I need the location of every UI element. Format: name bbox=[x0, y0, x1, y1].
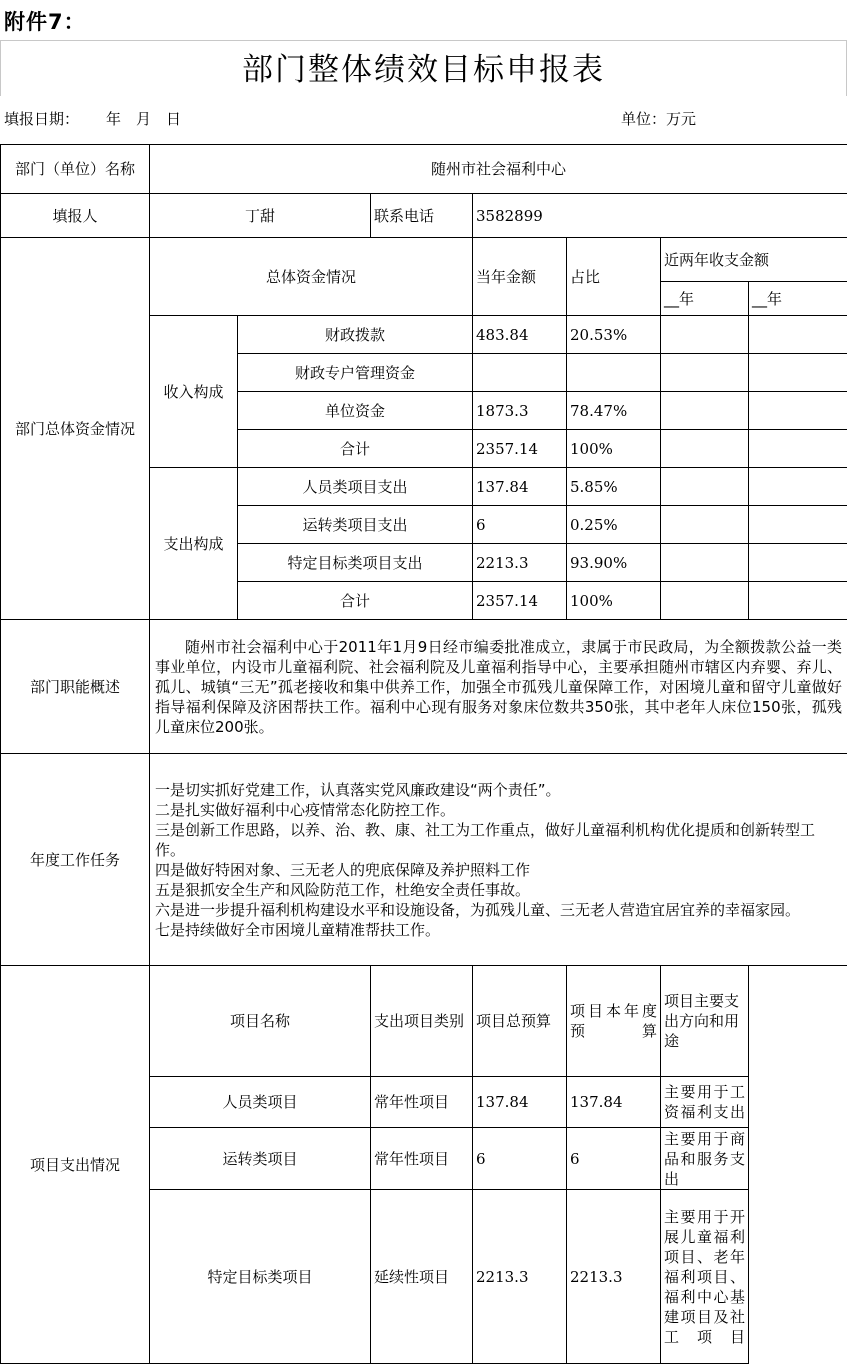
project-category: 常年性项目 bbox=[371, 1077, 473, 1128]
income-year2 bbox=[749, 316, 847, 354]
income-year1 bbox=[661, 392, 749, 430]
income-item-label: 财政专户管理资金 bbox=[238, 354, 473, 392]
dept-name-value: 随州市社会福利中心 bbox=[150, 145, 847, 194]
expense-total-label: 合计 bbox=[238, 582, 473, 620]
filler-label: 填报人 bbox=[1, 194, 150, 238]
project-year-budget: 2213.3 bbox=[567, 1190, 661, 1364]
year2-header: __年 bbox=[749, 282, 847, 316]
expense-year2 bbox=[749, 506, 847, 544]
income-amount bbox=[473, 354, 567, 392]
expense-item-label: 人员类项目支出 bbox=[238, 468, 473, 506]
performance-table bbox=[0, 144, 847, 1364]
income-ratio: 78.47% bbox=[567, 392, 661, 430]
expense-year2 bbox=[749, 468, 847, 506]
project-purpose: 主要用于开展儿童福利项目、老年福利项目、福利中心基建项目及社工项目 bbox=[661, 1190, 749, 1364]
task-item: 一是切实抓好党建工作，认真落实党风廉政建设“两个责任”。 bbox=[155, 780, 842, 800]
proj-header-purpose: 项目主要支出方向和用途 bbox=[661, 966, 749, 1077]
project-name: 人员类项目 bbox=[150, 1077, 371, 1128]
project-purpose: 主要用于工资福利支出 bbox=[661, 1077, 749, 1128]
task-item: 五是狠抓安全生产和风险防范工作，杜绝安全责任事故。 bbox=[155, 880, 842, 900]
attachment-label: 附件7： bbox=[4, 6, 86, 36]
proj-header-total: 项目总预算 bbox=[473, 966, 567, 1077]
function-text: 随州市社会福利中心于2011年1月9日经市编委批准成立，隶属于市民政局，为全额拨款公益一类事业单位，内设市儿童福利院、社会福利院及儿童福利指导中心，主要承担随州市辖区内弃婴、弃儿、孤儿、城镇“三无”孤老接收和集中供养工作，加强全市孤残儿童保障工作，对困境儿童和留守儿童做好指导福利保障及济困帮扶工作。福利中心现有服务对象床位数共350张，其中老年人床位150张，孤残儿童床位200张。 bbox=[150, 620, 847, 754]
proj-header-category: 支出项目类别 bbox=[371, 966, 473, 1077]
expense-ratio: 93.90% bbox=[567, 544, 661, 582]
project-total: 6 bbox=[473, 1128, 567, 1190]
function-label: 部门职能概述 bbox=[1, 620, 150, 754]
title-border-top bbox=[0, 40, 847, 41]
funds-section-label: 部门总体资金情况 bbox=[1, 238, 150, 620]
proj-header-year-budget: 项目本年度预算 bbox=[567, 966, 661, 1077]
expense-item-label: 特定目标类项目支出 bbox=[238, 544, 473, 582]
income-total-amount: 2357.14 bbox=[473, 430, 567, 468]
project-year-budget: 137.84 bbox=[567, 1077, 661, 1128]
year1-header: __年 bbox=[661, 282, 749, 316]
tasks-label: 年度工作任务 bbox=[1, 754, 150, 966]
project-name: 特定目标类项目 bbox=[150, 1190, 371, 1364]
income-year1 bbox=[661, 430, 749, 468]
income-item-label: 单位资金 bbox=[238, 392, 473, 430]
page-title: 部门整体绩效目标申报表 bbox=[0, 44, 847, 89]
project-total: 2213.3 bbox=[473, 1190, 567, 1364]
income-label: 收入构成 bbox=[150, 316, 238, 468]
project-year-budget: 6 bbox=[567, 1128, 661, 1190]
expense-amount: 2213.3 bbox=[473, 544, 567, 582]
unit-label: 单位：万元 bbox=[621, 108, 696, 129]
expense-year1 bbox=[661, 544, 749, 582]
expense-total-amount: 2357.14 bbox=[473, 582, 567, 620]
project-name: 运转类项目 bbox=[150, 1128, 371, 1190]
task-item: 二是扎实做好福利中心疫情常态化防控工作。 bbox=[155, 800, 842, 820]
ratio-header: 占比 bbox=[567, 238, 661, 316]
expense-year2 bbox=[749, 582, 847, 620]
fill-date-label: 填报日期： bbox=[4, 108, 79, 129]
expense-total-ratio: 100% bbox=[567, 582, 661, 620]
dept-name-label: 部门（单位）名称 bbox=[1, 145, 150, 194]
income-year1 bbox=[661, 354, 749, 392]
expense-ratio: 0.25% bbox=[567, 506, 661, 544]
task-item: 四是做好特困对象、三无老人的兜底保障及养护照料工作 bbox=[155, 860, 842, 880]
task-item: 三是创新工作思路，以养、治、教、康、社工为工作重点，做好儿童福利机构优化提质和创新转型工作。 bbox=[155, 820, 842, 860]
funds-overview-label: 总体资金情况 bbox=[150, 238, 473, 316]
expense-year2 bbox=[749, 544, 847, 582]
project-category: 延续性项目 bbox=[371, 1190, 473, 1364]
income-year2 bbox=[749, 430, 847, 468]
expense-ratio: 5.85% bbox=[567, 468, 661, 506]
income-item-label: 财政拨款 bbox=[238, 316, 473, 354]
income-amount: 483.84 bbox=[473, 316, 567, 354]
income-amount: 1873.3 bbox=[473, 392, 567, 430]
income-ratio: 20.53% bbox=[567, 316, 661, 354]
phone-value: 3582899 bbox=[473, 194, 847, 238]
proj-header-name: 项目名称 bbox=[150, 966, 371, 1077]
task-item: 六是进一步提升福利机构建设水平和设施设备，为孤残儿童、三无老人营造宜居宜养的幸福家园。 bbox=[155, 900, 842, 920]
income-total-label: 合计 bbox=[238, 430, 473, 468]
project-total: 137.84 bbox=[473, 1077, 567, 1128]
tasks-list bbox=[150, 754, 847, 966]
project-purpose: 主要用于商品和服务支出 bbox=[661, 1128, 749, 1190]
project-category: 常年性项目 bbox=[371, 1128, 473, 1190]
amount-header: 当年金额 bbox=[473, 238, 567, 316]
task-item: 七是持续做好全市困境儿童精准帮扶工作。 bbox=[155, 920, 842, 940]
income-year2 bbox=[749, 392, 847, 430]
income-total-ratio: 100% bbox=[567, 430, 661, 468]
expense-amount: 137.84 bbox=[473, 468, 567, 506]
filler-name: 丁甜 bbox=[150, 194, 371, 238]
fill-date-value: 年 月 日 bbox=[106, 108, 181, 129]
income-ratio bbox=[567, 354, 661, 392]
expense-item-label: 运转类项目支出 bbox=[238, 506, 473, 544]
expense-year1 bbox=[661, 582, 749, 620]
expense-year1 bbox=[661, 506, 749, 544]
expense-amount: 6 bbox=[473, 506, 567, 544]
expense-label: 支出构成 bbox=[150, 468, 238, 620]
phone-label: 联系电话 bbox=[371, 194, 473, 238]
income-year2 bbox=[749, 354, 847, 392]
expense-year1 bbox=[661, 468, 749, 506]
recent-header: 近两年收支金额 bbox=[661, 238, 847, 282]
projects-label: 项目支出情况 bbox=[1, 966, 150, 1364]
income-year1 bbox=[661, 316, 749, 354]
